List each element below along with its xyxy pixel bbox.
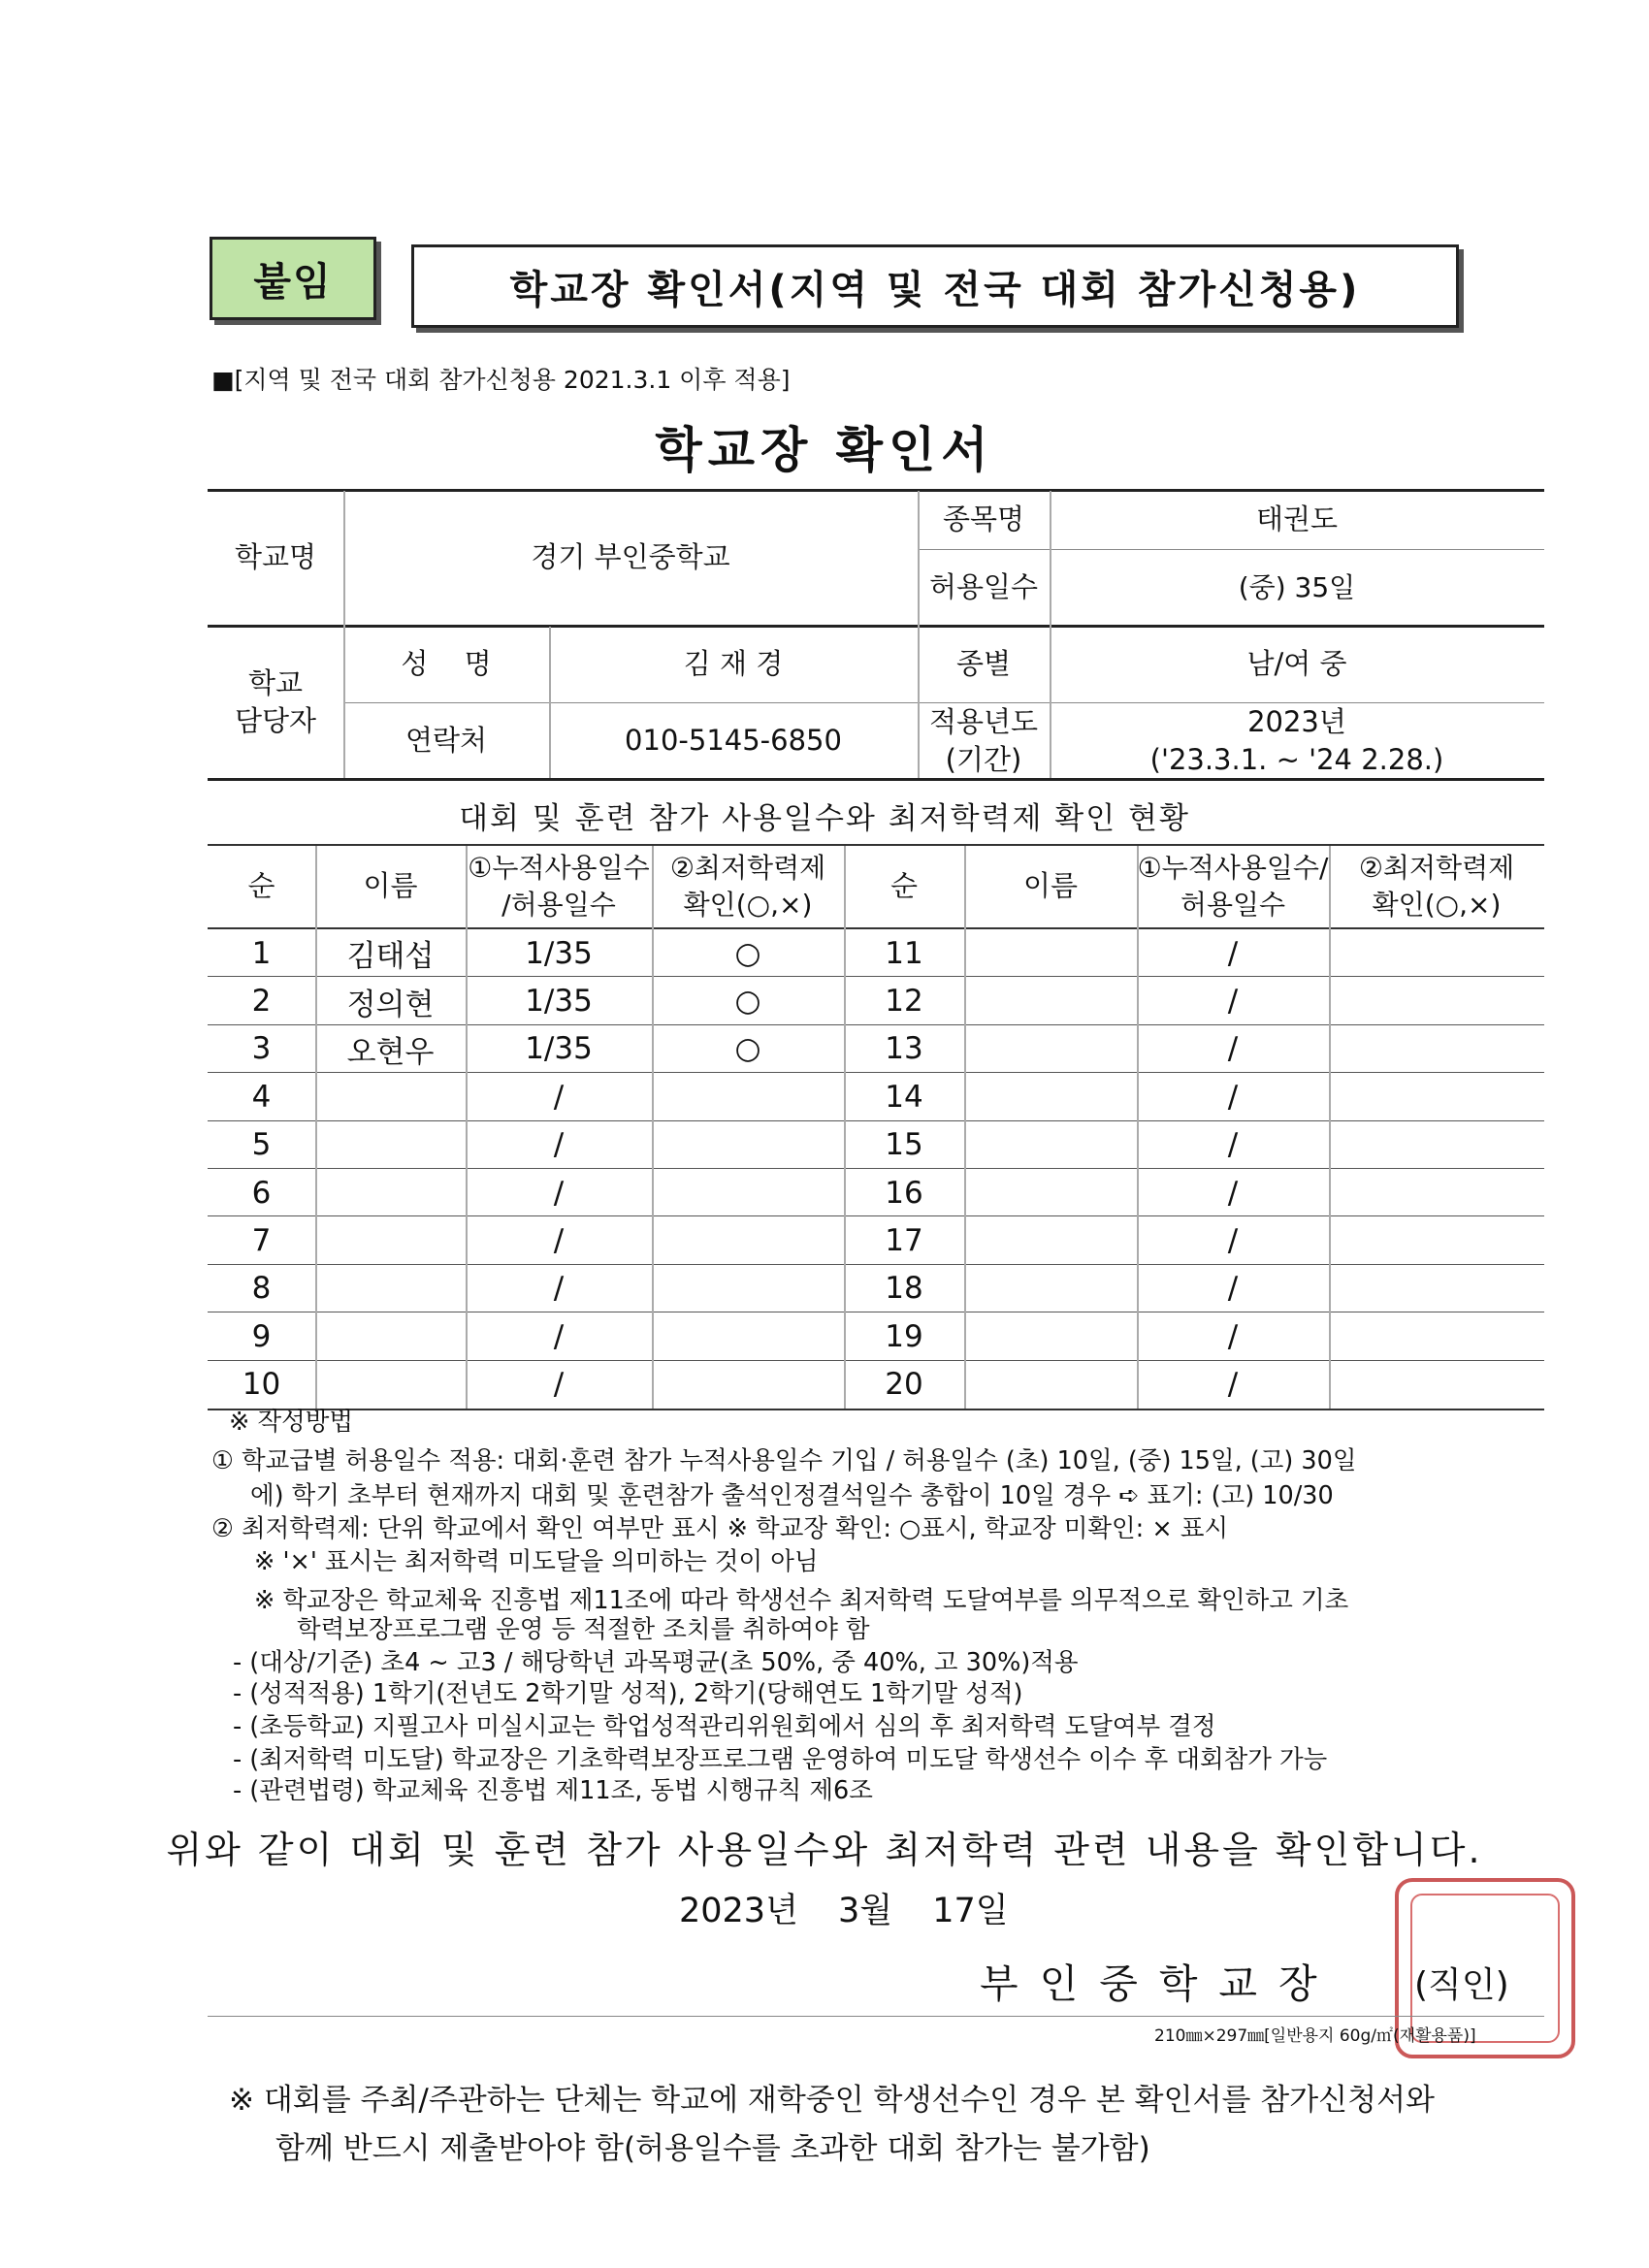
left-row-check [652, 1361, 844, 1409]
right-row-days: / [1227, 1223, 1239, 1259]
right-row-check [1329, 929, 1544, 977]
school-name-value: 경기 부인중학교 [531, 540, 730, 574]
left-row-name [315, 1361, 466, 1409]
name-label: 성 명 [401, 647, 492, 681]
right-row-name [964, 1361, 1137, 1409]
col-header-days-line1: ①누적사용일수 [468, 852, 650, 885]
instruction-heading: ※ 작성방법 [229, 1408, 354, 1437]
left-row-no: 10 [242, 1367, 281, 1403]
col-header-min-right-line2: 확인(○,×) [1372, 889, 1502, 921]
right-row-days: / [1227, 1127, 1239, 1163]
right-row-check [1329, 1312, 1544, 1360]
col-header-min-right-line1: ②최저학력제 [1358, 852, 1515, 885]
left-row-days: / [553, 1223, 565, 1259]
left-row-name [315, 1265, 466, 1312]
date-year: 2023년 [679, 1892, 798, 1930]
left-row-days: / [553, 1271, 565, 1307]
right-row-check [1329, 1169, 1544, 1216]
left-row-name: 김태섭 [346, 939, 435, 975]
instruction-line: ※ '×' 표시는 최저학력 미도달을 의미하는 것이 아님 [254, 1547, 819, 1576]
left-row-no: 3 [251, 1031, 272, 1067]
right-row-days: / [1227, 1031, 1239, 1067]
paper-spec: 210㎜×297㎜[일반용지 60g/㎡(재활용품)] [1154, 2026, 1476, 2046]
instruction-line: 학력보장프로그램 운영 등 적절한 조치를 취하여야 함 [297, 1615, 870, 1644]
participation-title: 대회 및 훈련 참가 사용일수와 최저학력제 확인 현황 [459, 801, 1190, 836]
right-row-check [1329, 1121, 1544, 1169]
right-row-check [1329, 1216, 1544, 1264]
submission-footnote [229, 2076, 1435, 2173]
bottom-divider [208, 2016, 1544, 2017]
right-row-no: 11 [885, 935, 923, 971]
gender-label: 종별 [955, 647, 1012, 681]
right-row-no: 19 [885, 1318, 923, 1354]
sport-label: 종목명 [942, 502, 1025, 536]
left-row-check: ○ [734, 1031, 761, 1067]
allowed-days-label: 허용일수 [928, 570, 1039, 604]
instruction-line: 에) 학기 초부터 현재까지 대회 및 훈련참가 출석인정결석일수 총합이 10일 경우 ➪ 표기: (고) 10/30 [250, 1481, 1334, 1510]
right-row-days: / [1227, 1079, 1239, 1115]
instruction-line: - (성적적용) 1학기(전년도 2학기말 성적), 2학기(당해연도 1학기말 성적) [233, 1679, 1023, 1708]
school-name-label: 학교명 [234, 540, 317, 574]
right-row-no: 20 [885, 1367, 923, 1403]
year-label [918, 704, 1050, 778]
year-label-line1: 적용년도 [928, 704, 1039, 738]
right-row-no: 16 [885, 1175, 923, 1211]
left-row-check [652, 1265, 844, 1312]
left-row-name [315, 1169, 466, 1216]
right-row-name [964, 1025, 1137, 1073]
sport-value: 태권도 [1255, 502, 1339, 536]
instruction-line: - (최저학력 미도달) 학교장은 기초학력보장프로그램 운영하여 미도달 학생선수 이수 후 대회참가 가능 [233, 1745, 1328, 1774]
left-row-days: / [553, 1127, 565, 1163]
year-value-line2: ('23.3.1. ~ '24 2.28.) [1149, 743, 1444, 776]
left-row-days: / [553, 1175, 565, 1211]
col-header-min [652, 846, 844, 927]
right-row-days: / [1227, 1367, 1239, 1403]
right-row-check [1329, 1073, 1544, 1120]
contact-person-label-line1: 학교 [247, 665, 304, 699]
right-row-days: / [1227, 935, 1239, 971]
col-header-no-right: 순 [889, 869, 918, 903]
instruction-line: ② 최저학력제: 단위 학교에서 확인 여부만 표시 ※ 학교장 확인: ○표시, 학교장 미확인: × 표시 [211, 1514, 1229, 1543]
right-row-no: 12 [885, 984, 923, 1020]
right-row-check [1329, 1025, 1544, 1073]
col-header-min-line2: 확인(○,×) [683, 889, 813, 921]
year-value [1050, 704, 1544, 778]
right-row-check [1329, 1265, 1544, 1312]
instruction-line: ※ 학교장은 학교체육 진흥법 제11조에 따라 학생선수 최저학력 도달여부를 의무적으로 확인하고 기초 [254, 1586, 1349, 1615]
issue-date [679, 1884, 1009, 1932]
page-title: 학교장 확인서 [655, 422, 994, 478]
right-row-days: / [1227, 984, 1239, 1020]
right-row-days: / [1227, 1318, 1239, 1354]
left-row-days: 1/35 [525, 984, 593, 1020]
attachment-badge: 붙임 [210, 237, 376, 320]
right-row-no: 13 [885, 1031, 923, 1067]
year-value-line1: 2023년 [1247, 704, 1346, 738]
col-header-days [466, 846, 652, 927]
left-row-no: 1 [251, 935, 272, 971]
right-row-no: 14 [885, 1079, 923, 1115]
date-day: 17일 [932, 1892, 1009, 1930]
document-title-box: 학교장 확인서(지역 및 전국 대회 참가신청용) [411, 244, 1459, 328]
principal-name: 부인중학교장 [980, 1960, 1339, 2007]
left-row-name [315, 1312, 466, 1360]
right-row-name [964, 977, 1137, 1024]
col-header-name-right: 이름 [1022, 869, 1079, 903]
left-row-check [652, 1216, 844, 1264]
right-row-name [964, 1265, 1137, 1312]
gender-value: 남/여 중 [1246, 647, 1347, 681]
right-row-check [1329, 1361, 1544, 1409]
left-row-check [652, 1312, 844, 1360]
phone-value: 010-5145-6850 [625, 724, 842, 758]
left-row-check [652, 1073, 844, 1120]
left-row-days: / [553, 1367, 565, 1403]
left-row-name: 오현우 [346, 1034, 435, 1070]
left-row-no: 7 [251, 1223, 272, 1259]
left-row-no: 5 [251, 1127, 272, 1163]
left-row-name: 정의현 [346, 987, 435, 1022]
col-header-min-line1: ②최저학력제 [669, 852, 826, 885]
right-row-check [1329, 977, 1544, 1024]
right-row-name [964, 1121, 1137, 1169]
col-header-days-right-line1: ①누적사용일수/ [1137, 852, 1329, 885]
right-row-name [964, 1169, 1137, 1216]
left-row-check [652, 1169, 844, 1216]
left-row-days: 1/35 [525, 935, 593, 971]
left-row-days: / [553, 1079, 565, 1115]
col-header-days-right [1137, 846, 1329, 927]
allowed-days-value: (중) 35일 [1238, 571, 1356, 604]
contact-person-label [208, 627, 343, 778]
left-row-check [652, 1121, 844, 1169]
confirmation-statement: 위와 같이 대회 및 훈련 참가 사용일수와 최저학력 관련 내용을 확인합니다. [166, 1829, 1483, 1871]
info-line [918, 549, 1544, 550]
table-bottom-border [208, 1409, 1544, 1410]
left-row-check: ○ [734, 935, 761, 971]
left-row-name [315, 1073, 466, 1120]
phone-label: 연락처 [404, 724, 488, 758]
year-label-line2: (기간) [945, 743, 1022, 776]
left-row-no: 4 [251, 1079, 272, 1115]
instruction-line: - (초등학교) 지필고사 미실시교는 학업성적관리위원회에서 심의 후 최저학력 도달여부 결정 [233, 1712, 1216, 1741]
left-row-name [315, 1216, 466, 1264]
right-row-name [964, 929, 1137, 977]
left-row-days: 1/35 [525, 1031, 593, 1067]
right-row-name [964, 1312, 1137, 1360]
left-row-no: 2 [251, 984, 272, 1020]
seal-label: (직인) [1414, 1965, 1509, 2005]
applicability-note: ■[지역 및 전국 대회 참가신청용 2021.3.1 이후 적용] [211, 366, 791, 394]
date-month: 3월 [838, 1892, 893, 1930]
right-row-no: 15 [885, 1127, 923, 1163]
right-row-days: / [1227, 1175, 1239, 1211]
right-row-no: 17 [885, 1223, 923, 1259]
right-row-name [964, 1073, 1137, 1120]
col-header-min-right [1329, 846, 1544, 927]
left-row-days: / [553, 1318, 565, 1354]
left-row-no: 8 [251, 1271, 272, 1307]
footnote-line1: ※ 대회를 주최/주관하는 단체는 학교에 재학중인 학생선수인 경우 본 확인서를 참가신청서와 [229, 2083, 1435, 2118]
left-row-no: 6 [251, 1175, 272, 1211]
right-row-days: / [1227, 1271, 1239, 1307]
left-row-name [315, 1121, 466, 1169]
instruction-line: - (대상/기준) 초4 ~ 고3 / 해당학년 과목평균(초 50%, 중 40%, 고 30%)적용 [233, 1648, 1079, 1677]
col-header-days-line2: /허용일수 [501, 889, 616, 921]
contact-person-label-line2: 담당자 [234, 704, 317, 737]
instruction-line: - (관련법령) 학교체육 진흥법 제11조, 동법 시행규칙 제6조 [233, 1776, 873, 1805]
instruction-line: ① 학교급별 허용일수 적용: 대회·훈련 참가 누적사용일수 기입 / 허용일수 (초) 10일, (중) 15일, (고) 30일 [211, 1446, 1357, 1475]
col-header-no: 순 [247, 869, 275, 903]
right-row-name [964, 1216, 1137, 1264]
left-row-no: 9 [251, 1318, 272, 1354]
left-row-check: ○ [734, 984, 761, 1020]
footnote-line2: 함께 반드시 제출받아야 함(허용일수를 초과한 대회 참가는 불가함) [275, 2131, 1150, 2166]
name-value: 김 재 경 [683, 647, 784, 681]
col-header-days-right-line2: 허용일수 [1180, 889, 1286, 921]
col-header-name: 이름 [363, 869, 418, 903]
right-row-no: 18 [885, 1271, 923, 1307]
